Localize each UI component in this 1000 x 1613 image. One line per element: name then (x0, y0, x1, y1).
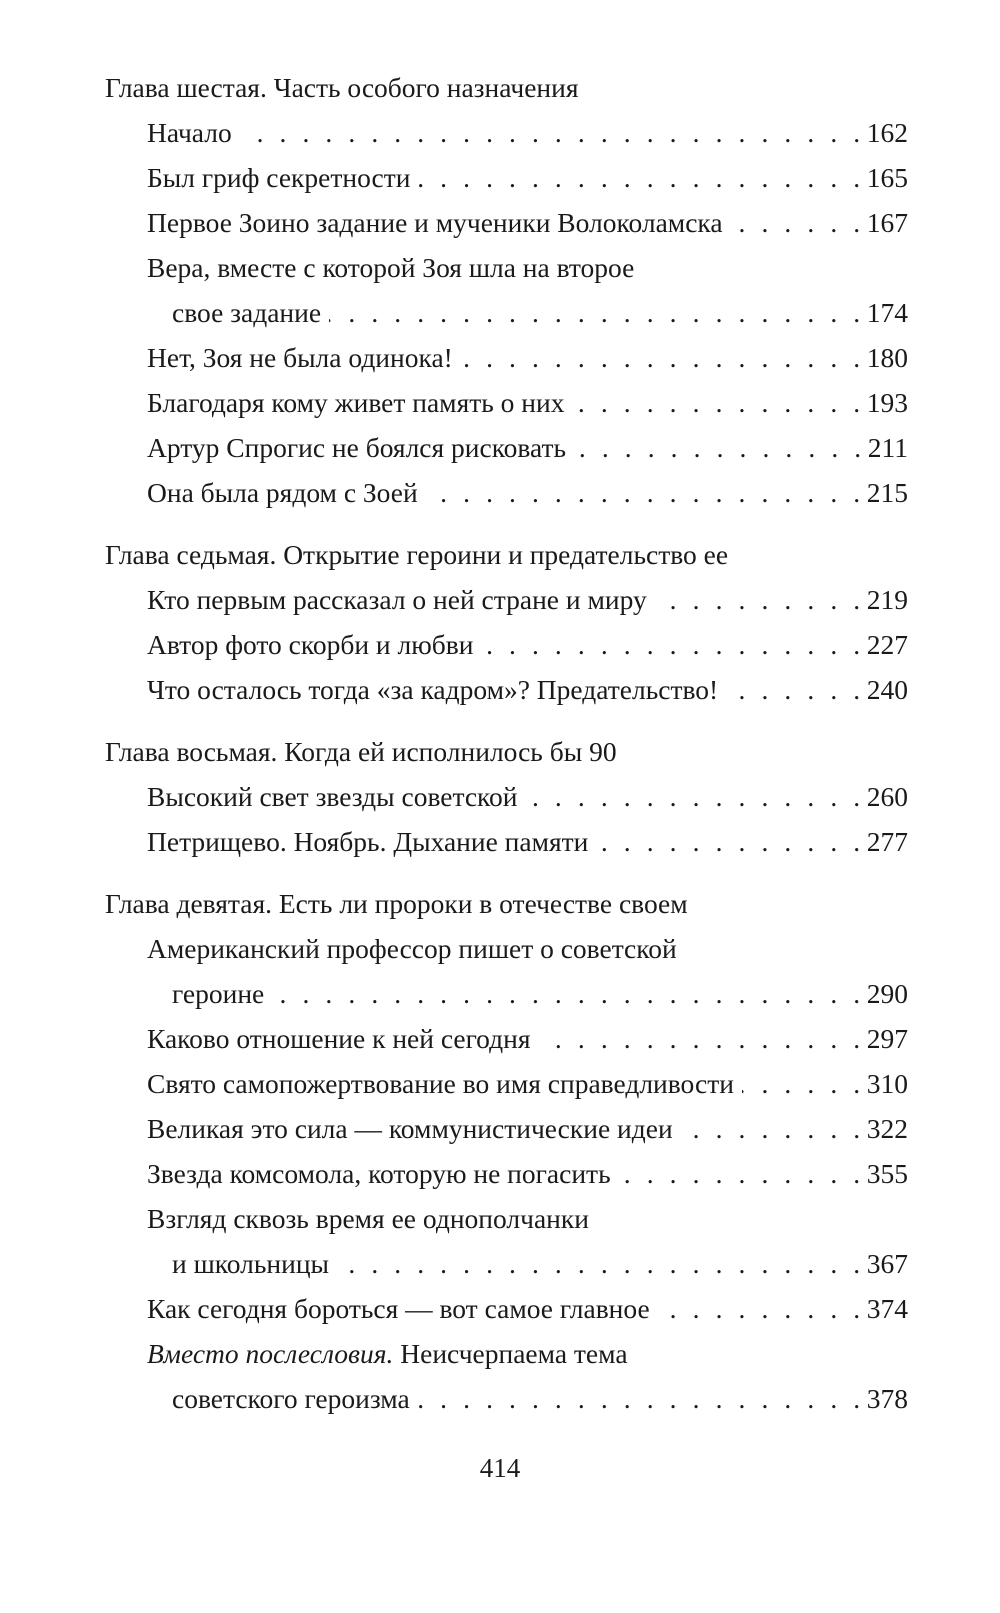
toc-entry[interactable] (147, 625, 908, 665)
entry-title: Начало (147, 117, 232, 148)
toc-entry[interactable] (147, 1289, 908, 1329)
entry-title: Что осталось тогда «за кадром»? Предательство! (147, 674, 719, 705)
entry-title: Как сегодня бороться — вот самое главное (147, 1293, 650, 1324)
toc-entry[interactable] (147, 1019, 908, 1059)
page-number: 414 (479, 1453, 521, 1483)
chapter-heading: Глава шестая. Часть особого назначения (105, 72, 579, 103)
dot-leader (655, 580, 865, 620)
entry-page: 367 (866, 1248, 908, 1279)
entry-title: Звезда комсомола, которую не погасить (147, 1158, 611, 1189)
dot-leader (742, 1064, 865, 1104)
dot-leader (426, 473, 865, 513)
dot-leader (572, 383, 864, 423)
entry-title-italic: Вместо послесловия. (147, 1338, 394, 1369)
toc-entry[interactable] (147, 1154, 908, 1194)
dot-leader (539, 1019, 865, 1059)
entry-title: Автор фото скорби и любви (147, 629, 474, 660)
dot-leader (461, 338, 865, 378)
toc-entry[interactable] (147, 1064, 908, 1104)
entry-page: 322 (866, 1113, 908, 1144)
entry-page: 277 (866, 826, 908, 857)
entry-title-cont: свое задание (172, 297, 322, 328)
entry-page: 162 (866, 117, 908, 148)
entry-title: Благодаря кому живет память о них (147, 387, 565, 418)
entry-page: 211 (867, 432, 908, 463)
entry-page: 378 (866, 1383, 908, 1414)
entry-title: Каково отношение к ней сегодня (147, 1023, 531, 1054)
entry-page: 260 (866, 781, 908, 812)
toc-entry-continuation[interactable] (172, 1379, 908, 1419)
toc-entry-continuation[interactable] (172, 1244, 908, 1284)
dot-leader (240, 113, 865, 153)
entry-title: Неисчерпаема тема (393, 1338, 628, 1369)
toc-entry-first-line[interactable] (147, 1199, 908, 1239)
entry-title-cont: героине (172, 978, 265, 1009)
toc-entry-first-line[interactable] (147, 1334, 908, 1374)
dot-leader (526, 777, 865, 817)
dot-leader (418, 158, 864, 198)
entry-page: 290 (866, 978, 908, 1009)
dot-leader (329, 293, 865, 333)
entry-page: 310 (866, 1068, 908, 1099)
dot-leader (658, 1289, 865, 1329)
toc-entry[interactable] (147, 822, 908, 862)
entry-page: 297 (866, 1023, 908, 1054)
toc-entry-first-line[interactable] (147, 929, 908, 969)
entry-title: Высокий свет звезды советской (147, 781, 518, 812)
toc-entry-continuation[interactable] (172, 293, 908, 333)
entry-page: 174 (866, 297, 908, 328)
entry-title: Она была рядом с Зоей (147, 477, 418, 508)
toc-entry[interactable] (147, 158, 908, 198)
toc-entry[interactable] (147, 1109, 908, 1149)
toc-entry[interactable] (147, 428, 908, 468)
entry-title: Артур Спрогис не боялся рисковать (147, 432, 567, 463)
toc-entry[interactable] (147, 338, 908, 378)
entry-page: 193 (866, 387, 908, 418)
entry-title: Американский профессор пишет о советской (147, 933, 677, 964)
toc-entry[interactable] (147, 670, 908, 710)
chapter-heading: Глава девятая. Есть ли пророки в отечестве своем (105, 888, 688, 919)
dot-leader (574, 428, 866, 468)
entry-title: Кто первым рассказал о ней стране и миру (147, 584, 647, 615)
entry-title: Вера, вместе с которой Зоя шла на второе (147, 252, 635, 283)
chapter-heading: Глава седьмая. Открытие героини и предательство ее (105, 539, 729, 570)
entry-title: Великая это сила — коммунистические идеи (147, 1113, 673, 1144)
dot-leader (418, 1379, 865, 1419)
toc-entry-first-line[interactable] (147, 248, 908, 288)
entry-title: Был гриф секретности (147, 162, 411, 193)
dot-leader (681, 1109, 865, 1149)
entry-title-cont: и школьницы (172, 1248, 330, 1279)
entry-title: Свято самопожертвование во имя справедливости (147, 1068, 734, 1099)
entry-page: 355 (866, 1158, 908, 1189)
dot-leader (596, 822, 864, 862)
toc-entry-continuation[interactable] (172, 974, 908, 1014)
entry-title: Петрищево. Ноябрь. Дыхание памяти (147, 826, 589, 857)
toc-entry[interactable] (147, 383, 908, 423)
chapter-heading: Глава восьмая. Когда ей исполнилось бы 90 (105, 736, 617, 767)
entry-title: Первое Зоино задание и мученики Волоколамска (147, 207, 723, 238)
toc-entry[interactable] (147, 580, 908, 620)
entry-page: 165 (866, 162, 908, 193)
toc-entry[interactable] (147, 203, 908, 243)
dot-leader (337, 1244, 865, 1284)
entry-page: 219 (866, 584, 908, 615)
entry-page: 167 (866, 207, 908, 238)
toc-entry[interactable] (147, 777, 908, 817)
dot-leader (272, 974, 864, 1014)
entry-title-cont: советского героизма (172, 1383, 410, 1414)
toc-entry[interactable] (147, 113, 908, 153)
entry-page: 215 (866, 477, 908, 508)
dot-leader (726, 670, 865, 710)
entry-title: Нет, Зоя не была одинока! (147, 342, 453, 373)
dot-leader (619, 1154, 865, 1194)
entry-page: 227 (866, 629, 908, 660)
dot-leader (731, 203, 865, 243)
toc-entry[interactable] (147, 473, 908, 513)
entry-page: 240 (866, 674, 908, 705)
entry-page: 374 (866, 1293, 908, 1324)
dot-leader (481, 625, 864, 665)
entry-title: Взгляд сквозь время ее однополчанки (147, 1203, 589, 1234)
entry-page: 180 (866, 342, 908, 373)
